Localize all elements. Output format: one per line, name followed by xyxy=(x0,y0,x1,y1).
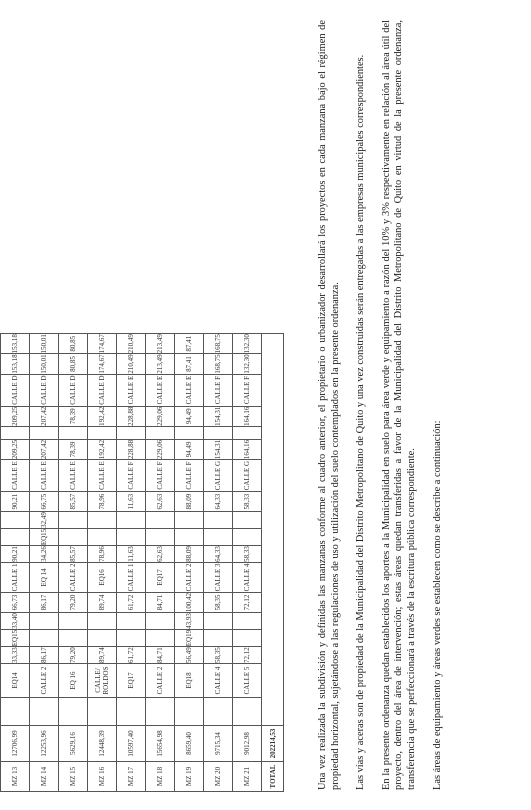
table-cell: 61,72 xyxy=(117,592,146,612)
table-cell xyxy=(204,512,233,529)
table-cell: 15654,98 xyxy=(146,726,175,762)
table-cell: CALLE 2 xyxy=(175,562,204,592)
table-cell: CALLE D xyxy=(30,374,59,406)
table-cell xyxy=(1,426,30,439)
table-cell: 33,40 xyxy=(1,613,30,630)
table-cell: 58,33 xyxy=(233,492,262,512)
table-cell xyxy=(204,426,233,439)
table-cell: 66,75 xyxy=(30,492,59,512)
table-cell xyxy=(175,426,204,439)
table-cell: 12706,99 xyxy=(1,726,30,762)
table-cell: 164,16 xyxy=(233,439,262,459)
table-cell: CALLE E xyxy=(1,460,30,492)
table-cell: 8659,40 xyxy=(175,726,204,762)
table-cell: EQ 16 xyxy=(59,664,88,698)
table-cell xyxy=(204,629,233,646)
table-cell xyxy=(30,613,59,630)
table-cell: 174,67 xyxy=(88,334,117,354)
table-cell: MZ 20 xyxy=(204,762,233,792)
table-cell: 209,25 xyxy=(1,439,30,459)
table-row xyxy=(88,334,117,792)
table-cell xyxy=(1,512,30,529)
table-cell: CALLE D xyxy=(59,374,88,406)
table-cell: 11,63 xyxy=(117,492,146,512)
table-cell: 86,17 xyxy=(30,647,59,664)
table-cell xyxy=(117,613,146,630)
table-cell: CALLE F xyxy=(146,460,175,492)
table-cell: CALLE E xyxy=(59,460,88,492)
table-cell xyxy=(117,528,146,545)
table-cell: 88,09 xyxy=(175,492,204,512)
table-cell xyxy=(59,698,88,726)
total-value: 202214,53 xyxy=(262,726,284,762)
table-total-row xyxy=(262,334,284,792)
table-cell: CALLE 5 xyxy=(233,664,262,698)
table-cell: 9012,98 xyxy=(233,726,262,762)
table-cell: CALLE G xyxy=(204,460,233,492)
table-cell: 62,63 xyxy=(146,492,175,512)
table-cell: 132,30 xyxy=(233,334,262,354)
table-cell: CALLE F xyxy=(175,460,204,492)
table-cell: EQ15 xyxy=(30,528,59,545)
table-cell: CALLE 4 xyxy=(233,562,262,592)
table-cell: 228,88 xyxy=(117,439,146,459)
table-cell xyxy=(204,613,233,630)
table-cell xyxy=(117,629,146,646)
table-cell: CALLE 3 xyxy=(204,562,233,592)
table-row xyxy=(59,334,88,792)
table-cell xyxy=(175,512,204,529)
table-cell xyxy=(59,613,88,630)
table-cell xyxy=(59,426,88,439)
table-cell: CALLE 2 xyxy=(30,664,59,698)
table-cell xyxy=(88,698,117,726)
table-cell xyxy=(204,698,233,726)
table-cell: CALLE F xyxy=(117,460,146,492)
table-cell xyxy=(233,629,262,646)
table-cell xyxy=(88,426,117,439)
table-cell: 66,73 xyxy=(1,592,30,612)
table-cell: 154,31 xyxy=(204,439,233,459)
table-cell xyxy=(30,698,59,726)
lots-table xyxy=(0,333,284,792)
table-cell: 90,21 xyxy=(1,492,30,512)
table-cell xyxy=(30,629,59,646)
table-cell: 154,31 xyxy=(204,406,233,426)
table-cell xyxy=(204,528,233,545)
table-cell: 192,42 xyxy=(88,406,117,426)
table-cell: CALLE E xyxy=(88,460,117,492)
table-cell: EQ14 xyxy=(1,664,30,698)
table-cell: 153,18 xyxy=(1,354,30,374)
table-cell: 33,33 xyxy=(1,647,30,664)
table-cell: CALLE 1 xyxy=(1,562,30,592)
table-cell xyxy=(146,512,175,529)
table-cell: 87,41 xyxy=(175,334,204,354)
table-cell xyxy=(146,528,175,545)
total-label: TOTAL xyxy=(262,762,284,792)
table-cell: 229,06 xyxy=(146,406,175,426)
table-cell: 228,88 xyxy=(117,406,146,426)
table-cell: 80,85 xyxy=(59,354,88,374)
table-cell: 89,74 xyxy=(88,647,117,664)
table-cell: 12253,96 xyxy=(30,726,59,762)
table-cell: 43,93 xyxy=(175,613,204,630)
table-cell: 192,42 xyxy=(88,439,117,459)
table-cell: 61,72 xyxy=(117,647,146,664)
table-cell: 100,42 xyxy=(175,592,204,612)
table-cell: 64,33 xyxy=(204,546,233,563)
table-cell: 58,35 xyxy=(204,647,233,664)
table-cell: EQ19 xyxy=(175,629,204,646)
table-cell: CALLE E xyxy=(30,460,59,492)
table-cell: 88,09 xyxy=(175,546,204,563)
table-cell: CALLE E xyxy=(117,374,146,406)
table-row xyxy=(30,334,59,792)
body-text xyxy=(317,20,444,790)
table-cell: 58,35 xyxy=(204,592,233,612)
table-cell: CALLE 4 xyxy=(204,664,233,698)
table-cell: MZ 19 xyxy=(175,762,204,792)
table-cell xyxy=(1,698,30,726)
table-cell: CALLE E xyxy=(146,374,175,406)
table-cell: CALLE/ ROLDOS xyxy=(88,664,117,698)
table-cell: 34,26 xyxy=(30,546,59,563)
table-cell xyxy=(146,426,175,439)
table-cell: EQ17 xyxy=(146,562,175,592)
table-row xyxy=(175,334,204,792)
table-cell xyxy=(146,629,175,646)
table-cell: 150,01 xyxy=(30,334,59,354)
table-cell: 94,49 xyxy=(175,439,204,459)
table-cell xyxy=(88,613,117,630)
table-cell: 84,71 xyxy=(146,647,175,664)
table-cell: 168,75 xyxy=(204,334,233,354)
table-cell xyxy=(88,629,117,646)
table-cell: CALLE D xyxy=(88,374,117,406)
table-cell xyxy=(88,528,117,545)
table-cell: 10597,40 xyxy=(117,726,146,762)
table-cell: 94,49 xyxy=(175,406,204,426)
table-cell: MZ 17 xyxy=(117,762,146,792)
table-cell: 213,49 xyxy=(146,354,175,374)
table-cell: CALLE G xyxy=(233,460,262,492)
table-cell: 168,75 xyxy=(204,354,233,374)
table-cell: MZ 13 xyxy=(1,762,30,792)
table-cell: CALLE F xyxy=(233,374,262,406)
table-cell: 80,85 xyxy=(59,334,88,354)
table-cell: EQ17 xyxy=(117,664,146,698)
total-empty-cell xyxy=(262,334,284,726)
table-cell: 5629,16 xyxy=(59,726,88,762)
table-cell: 85,57 xyxy=(59,546,88,563)
table-cell xyxy=(117,426,146,439)
table-cell: 89,74 xyxy=(88,592,117,612)
table-cell: 64,33 xyxy=(204,492,233,512)
table-cell xyxy=(1,528,30,545)
table-cell: CALLE 2 xyxy=(146,664,175,698)
table-cell xyxy=(146,698,175,726)
table-cell: 72,12 xyxy=(233,592,262,612)
table-cell xyxy=(175,528,204,545)
table-row xyxy=(117,334,146,792)
table-cell: 86,17 xyxy=(30,592,59,612)
table-cell: MZ 16 xyxy=(88,762,117,792)
table-cell: MZ 15 xyxy=(59,762,88,792)
table-cell: 72,12 xyxy=(233,647,262,664)
table-cell xyxy=(117,698,146,726)
table-cell: EQ 14 xyxy=(30,562,59,592)
table-cell: 79,20 xyxy=(59,647,88,664)
table-cell xyxy=(59,629,88,646)
table-cell xyxy=(30,426,59,439)
table-cell: 12448,39 xyxy=(88,726,117,762)
table-cell: 78,96 xyxy=(88,546,117,563)
table-cell: 9715,34 xyxy=(204,726,233,762)
table-cell: 58,33 xyxy=(233,546,262,563)
table-cell: EQ18 xyxy=(175,664,204,698)
table-cell xyxy=(233,698,262,726)
table-cell: 56,49 xyxy=(175,647,204,664)
paragraph: Una vez realizada la subdivisión y definidas las manzanas conforme al cuadro anterior, el propietario o urbanizador desarrollará los proyectos en cada manzana bajo el régimen de propiedad horizontal, sujetándose a las regulaciones de uso y utilización del suelo contemplados en la presente ordenanza. xyxy=(317,20,341,790)
table-cell xyxy=(146,613,175,630)
table-cell: MZ 14 xyxy=(30,762,59,792)
table-cell: 153,18 xyxy=(1,334,30,354)
table-cell xyxy=(233,512,262,529)
table-cell xyxy=(59,512,88,529)
table-cell: CALLE E xyxy=(175,374,204,406)
table-cell: 62,63 xyxy=(146,546,175,563)
table-cell: 132,30 xyxy=(233,354,262,374)
table-cell xyxy=(233,613,262,630)
table-cell: 210,49 xyxy=(117,354,146,374)
table-cell xyxy=(233,528,262,545)
table-cell: CALLE 2 xyxy=(59,562,88,592)
table-cell xyxy=(59,528,88,545)
table-cell xyxy=(233,426,262,439)
table-cell: EQ16 xyxy=(88,562,117,592)
table-cell: 85,57 xyxy=(59,492,88,512)
table-cell: MZ 21 xyxy=(233,762,262,792)
table-cell: CALLE 1 xyxy=(117,562,146,592)
table-cell xyxy=(175,698,204,726)
table-cell: 210,49 xyxy=(117,334,146,354)
table-cell: 79,20 xyxy=(59,592,88,612)
table-cell: 90,21 xyxy=(1,546,30,563)
table-cell: MZ 18 xyxy=(146,762,175,792)
table-cell: 78,39 xyxy=(59,406,88,426)
table-cell: 207,42 xyxy=(30,439,59,459)
table-cell xyxy=(88,512,117,529)
table-row xyxy=(1,334,30,792)
paragraph: Las vías y aceras son de propiedad de la Municipalidad del Distrito Metropolitano de Quito y una vez construidas serán entregadas a las empresas municipales correspondientes. xyxy=(355,54,367,790)
table-cell: 207,42 xyxy=(30,406,59,426)
table-cell: CALLE F xyxy=(204,374,233,406)
table-cell: EQ15 xyxy=(1,629,30,646)
table-cell: 164,16 xyxy=(233,406,262,426)
table-row xyxy=(233,334,262,792)
table-cell: 87,41 xyxy=(175,354,204,374)
table-cell: 78,39 xyxy=(59,439,88,459)
paragraph: Las áreas de equipamiento y áreas verdes se establecen como se describe a continuación: xyxy=(431,420,443,790)
paragraph: En la presente ordenanza quedan establecidos los aportes a la Municipalidad en suelo para área verde y equipamiento a razón del 10% y 3% respectivamente en relación al área útil del proyecto, dentro del área de intervención; estas áreas quedan transferidas a favor de la Municipalidad del Distrito Metropolitano de Quito en virtud de la presente ordenanza, transferencia que se perfeccionará a través de la escritura pública correspondiente. xyxy=(380,20,417,790)
table-row xyxy=(204,334,233,792)
table-cell: 229,06 xyxy=(146,439,175,459)
table-row xyxy=(146,334,175,792)
table-cell: CALLE D xyxy=(1,374,30,406)
table-cell: 78,96 xyxy=(88,492,117,512)
table-cell: 32,49 xyxy=(30,512,59,529)
table-cell: 209,25 xyxy=(1,406,30,426)
table-cell: 84,71 xyxy=(146,592,175,612)
table-cell xyxy=(117,512,146,529)
table-cell: 150,01 xyxy=(30,354,59,374)
table-cell: 11,63 xyxy=(117,546,146,563)
table-cell: 174,67 xyxy=(88,354,117,374)
table-cell: 213,49 xyxy=(146,334,175,354)
